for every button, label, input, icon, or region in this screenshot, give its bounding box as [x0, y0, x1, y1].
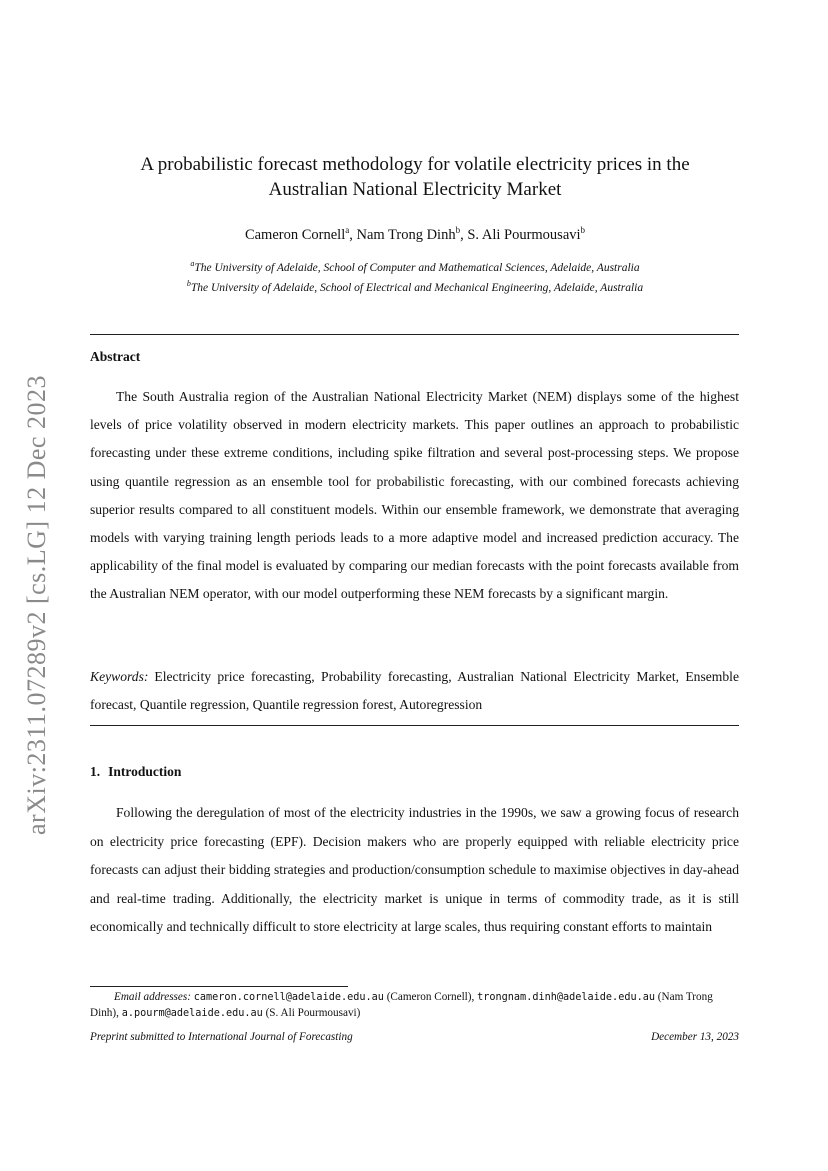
title-line-2: Australian National Electricity Market: [268, 179, 562, 200]
footnote: [90, 990, 739, 1021]
affiliations: [90, 256, 740, 296]
abstract-text: The South Australia region of the Australian National Electricity Market (NEM) displays some of the highest levels of price volatility observed in modern electricity markets. This paper outlines an approach to probabilistic forecasting under these extreme conditions, including spike filtration and several post-processing steps. We propose using quantile regression as an ensemble tool for probabilistic forecasting, with our combined forecasts achieving superior results compared to all constituent models. Within our ensemble framework, we demonstrate that averaging models with varying training length periods leads to a more adaptive model and increased prediction accuracy. The applicability of the final model is evaluated by comparing our median forecasts with the point forecasts available from the Australian NEM operator, with our model outperforming these NEM forecasts by a significant margin.: [90, 389, 739, 602]
keywords: [90, 663, 739, 719]
preprint-journal: Preprint submitted to International Journal of Forecasting: [90, 1031, 353, 1043]
author-name: Cameron Cornell: [244, 226, 346, 243]
divider-top: [90, 334, 739, 335]
title-line-1: A probabilistic forecast methodology for volatile electricity prices in the: [140, 154, 690, 175]
affiliation-mark: a: [190, 259, 195, 268]
author-separator: ,: [349, 226, 357, 243]
email-owner: (Nam Trong Dinh),: [90, 991, 713, 1019]
divider-bottom: [90, 725, 739, 726]
email-label: Email addresses:: [114, 991, 191, 1003]
affiliation-mark: b: [186, 278, 191, 288]
introduction-text: Following the deregulation of most of the electricity industries in the 1990s, we saw a growing focus of research on electricity price forecasting (EPF). Decision makers who are properly equipped with reliable electricity price forecasts can adjust their bidding strategies and production/consumption schedule to maximise objectives in day-ahead and real-time trading. Additionally, the electricity market is unique in terms of commodity trade, as it is still economically and technically difficult to store electricity at large scales, thus requiring constant efforts to maintain: [90, 805, 739, 935]
author-name: S. Ali Pourmousavi: [467, 226, 581, 243]
email-owner: (S. Ali Pourmousavi): [265, 1006, 361, 1019]
affiliation-text: The University of Adelaide, School of Electrical and Mechanical Engineering, Adelaide, Australia: [190, 281, 644, 294]
author-affil-mark: b: [455, 225, 461, 235]
affiliation: [90, 276, 740, 296]
email-link[interactable]: trongnam.dinh@adelaide.edu.au: [477, 992, 655, 1003]
paper-title: [90, 152, 740, 202]
abstract-heading: Abstract: [90, 349, 141, 364]
author-affil-mark: b: [580, 225, 586, 235]
section-title: Introduction: [108, 764, 182, 779]
email-owner: (Cameron Cornell),: [386, 991, 475, 1003]
author-name: Nam Trong Dinh: [356, 226, 456, 243]
email-link[interactable]: cameron.cornell@adelaide.edu.au: [193, 992, 384, 1003]
footnote-rule: [90, 986, 348, 987]
keywords-text: Electricity price forecasting, Probability forecasting, Australian National Electricity Market, Ensemble forecast, Quantile regression, Quantile regression forest, Autoregression: [90, 669, 739, 713]
arxiv-identifier: arXiv:2311.07289v2 [cs.LG] 12 Dec 2023: [22, 375, 51, 835]
author-list: [90, 225, 740, 244]
affiliation: [90, 256, 740, 276]
author-affil-mark: a: [345, 225, 350, 235]
preprint-date: December 13, 2023: [651, 1031, 739, 1043]
email-link[interactable]: a.pourm@adelaide.edu.au: [121, 1007, 263, 1019]
author-separator: ,: [460, 226, 468, 243]
section-heading: [90, 764, 181, 780]
section-number: 1.: [90, 764, 101, 779]
preprint-footer: [90, 1031, 739, 1043]
affiliation-text: The University of Adelaide, School of Computer and Mathematical Sciences, Adelaide, Australia: [194, 261, 640, 274]
keywords-label: Keywords:: [90, 669, 149, 684]
